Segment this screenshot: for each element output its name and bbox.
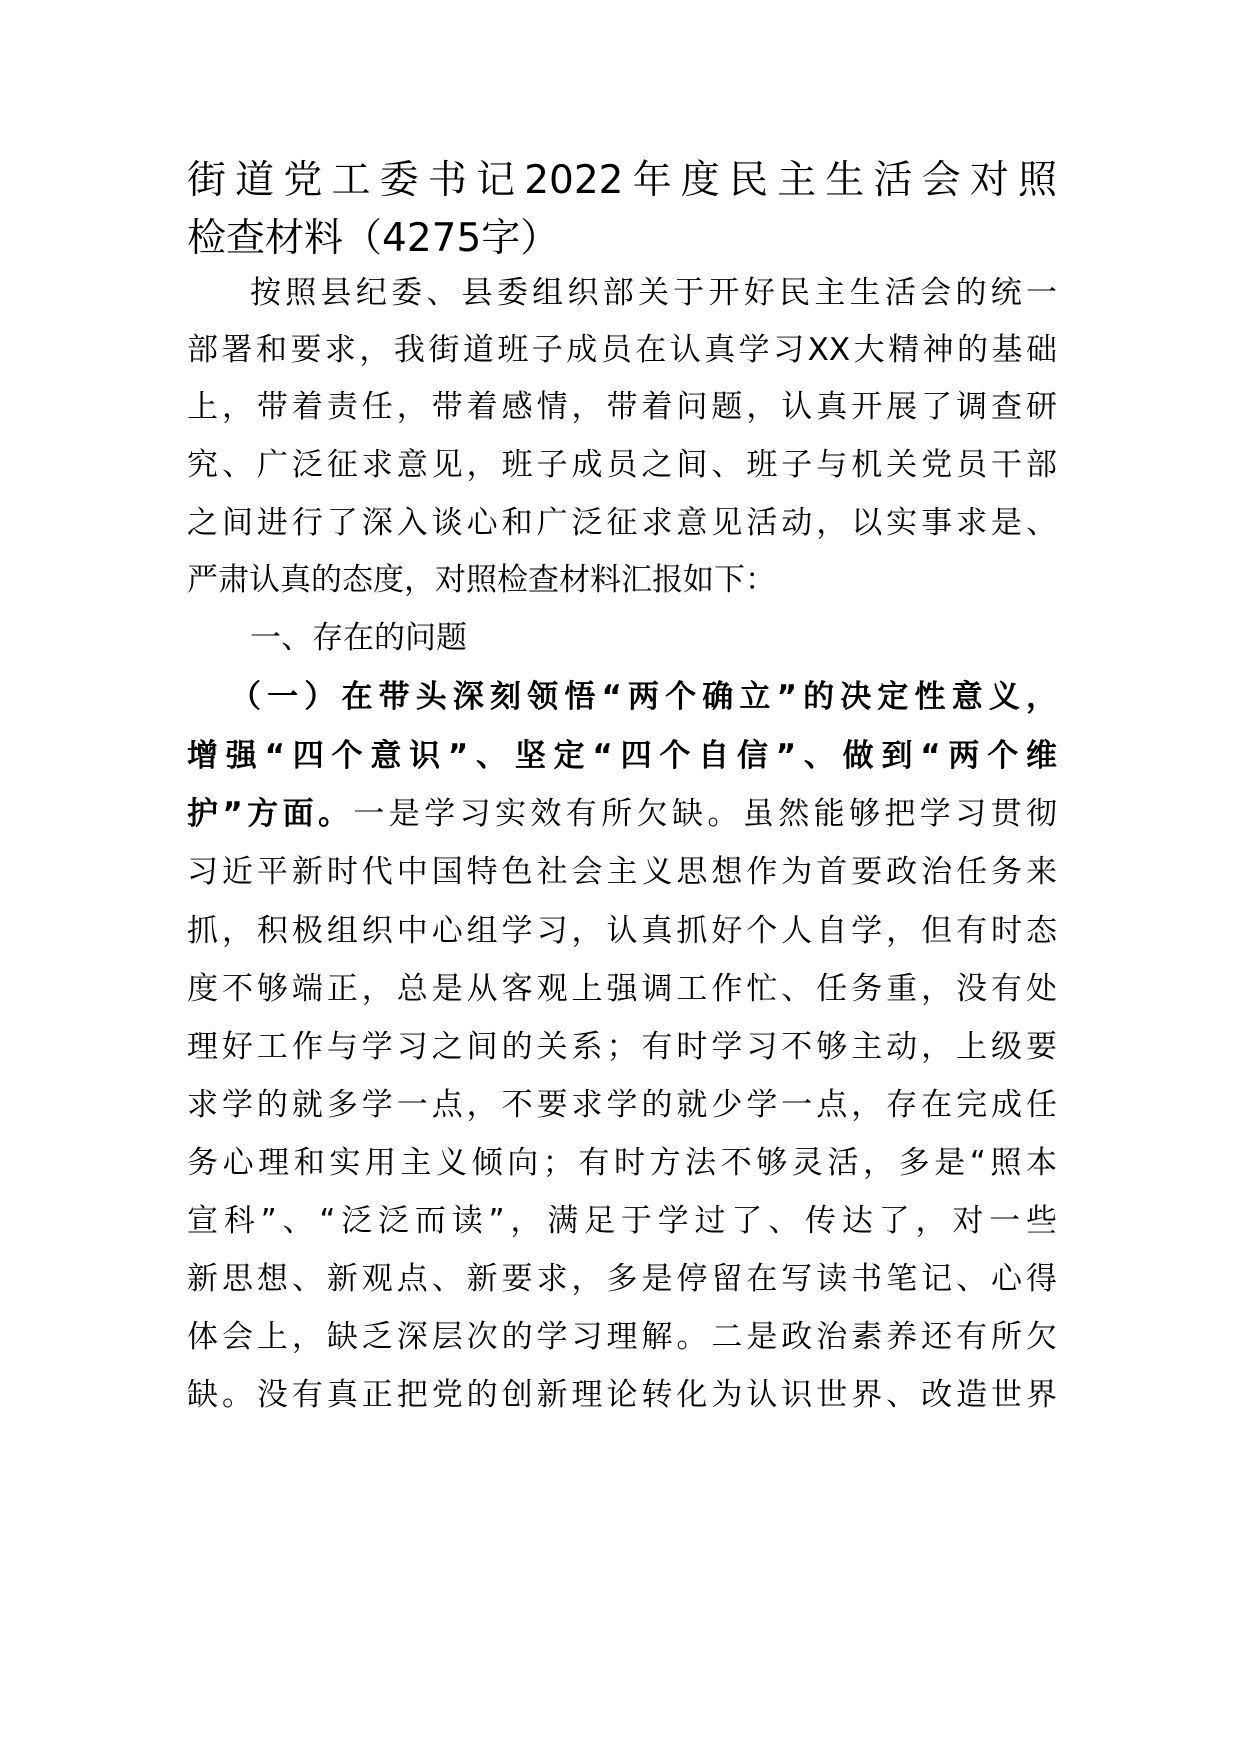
intro-line: 严肃认真的态度，对照检查材料汇报如下： bbox=[187, 562, 776, 598]
subsection-heading-end: 护”方面。 bbox=[187, 796, 354, 832]
body-line: 抓，积极组织中心组学习，认真抓好个人自学，但有时态 bbox=[187, 913, 1057, 949]
subsection-heading: 增强“四个意识”、坚定“四个自信”、做到“两个维 bbox=[187, 738, 1057, 774]
body-line: 体会上，缺乏深层次的学习理解。二是政治素养还有所欠 bbox=[187, 1319, 1057, 1355]
body-line: 习近平新时代中国特色社会主义思想作为首要政治任务来 bbox=[187, 854, 1057, 890]
body-line: 务心理和实用主义倾向；有时方法不够灵活，多是“照本 bbox=[187, 1145, 1057, 1181]
intro-line: 部署和要求，我街道班子成员在认真学习XX大精神的基础 bbox=[187, 332, 1057, 368]
section-heading: 一、存在的问题 bbox=[250, 620, 467, 656]
body-text: 一是学习实效有所欠缺。虽然能够把学习贯彻 bbox=[353, 796, 1058, 832]
body-line: 度不够端正，总是从客观上强调工作忙、任务重，没有处 bbox=[187, 971, 1057, 1007]
body-line: 新思想、新观点、新要求，多是停留在写读书笔记、心得 bbox=[187, 1261, 1057, 1297]
body-line bbox=[187, 794, 1057, 834]
intro-line: 究、广泛征求意见，班子成员之间、班子与机关党员干部 bbox=[187, 447, 1057, 483]
document-title-line-2: 检查材料（4275字） bbox=[187, 216, 560, 261]
document-title-line-1: 街道党工委书记2022年度民主生活会对照 bbox=[187, 158, 1057, 203]
intro-line: 按照县纪委、县委组织部关于开好民主生活会的统一 bbox=[250, 275, 1057, 311]
body-line: 理好工作与学习之间的关系；有时学习不够主动，上级要 bbox=[187, 1029, 1057, 1065]
intro-line: 上，带着责任，带着感情，带着问题，认真开展了调查研 bbox=[187, 389, 1057, 425]
intro-line: 之间进行了深入谈心和广泛征求意见活动，以实事求是、 bbox=[187, 505, 1057, 541]
body-line: 缺。没有真正把党的创新理论转化为认识世界、改造世界 bbox=[187, 1377, 1057, 1413]
body-line: 宣科”、“泛泛而读”，满足于学过了、传达了，对一些 bbox=[187, 1203, 1057, 1239]
body-line: 求学的就多学一点，不要求学的就少学一点，存在完成任 bbox=[187, 1087, 1057, 1123]
subsection-heading: （一）在带头深刻领悟“两个确立”的决定性意义， bbox=[230, 679, 1057, 715]
